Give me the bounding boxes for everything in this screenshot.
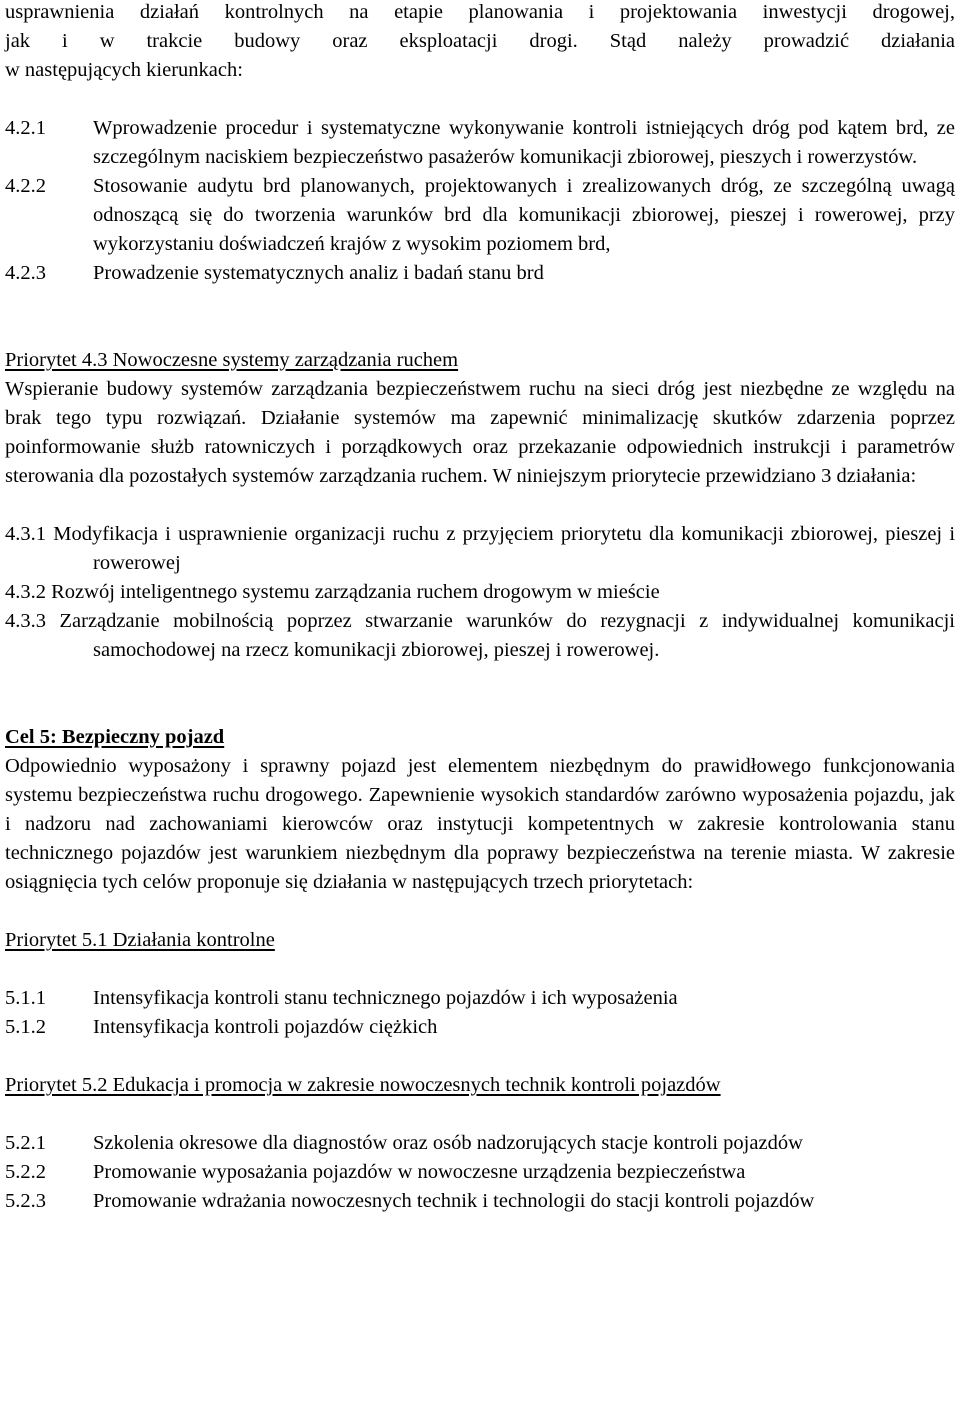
item-text: Modyfikacja i usprawnienie organizacji ruchu z przyjęciem priorytetu dla komunikacji zbiorowej, pieszej i rowerowej bbox=[53, 523, 956, 574]
item-number: 4.2.2 bbox=[5, 175, 46, 197]
list-item-4-2-3 bbox=[5, 259, 955, 288]
item-number: 5.2.3 bbox=[5, 1190, 46, 1212]
priority-4-3-heading: Priorytet 4.3 Nowoczesne systemy zarządzania ruchem bbox=[5, 349, 459, 371]
goal-5-paragraph: Odpowiednio wyposażony i sprawny pojazd jest elementem niezbędnym do prawidłowego funkcjonowania systemu bezpieczeństwa ruchu drogowego. Zapewnienie wysokich standardów zarówno wyposażenia pojazdu, jak i nadzoru nad zachowaniami kierowców oraz instytucji kompetentnych w zakresie kontrolowania stanu technicznego pojazdów jest warunkiem niezbędnym dla poprawy bezpieczeństwa na terenie miasta. W zakresie osiągnięcia tych celów proponuje się działania w następujących trzech priorytetach: bbox=[5, 755, 955, 893]
list-item-4-3-3 bbox=[5, 607, 955, 665]
intro-line-3: w następujących kierunkach: bbox=[5, 59, 243, 81]
item-text: Stosowanie audytu brd planowanych, projektowanych i zrealizowanych dróg, ze szczególną uwagą odnoszącą się do tworzenia warunków brd dla komunikacji zbiorowej, pieszej i rowerowej, przy wykorzystaniu doświadczeń krajów z wysokim poziomem brd, bbox=[93, 175, 955, 255]
item-number: 5.2.2 bbox=[5, 1161, 46, 1183]
list-item-5-2-1 bbox=[5, 1129, 955, 1158]
item-text: Promowanie wyposażania pojazdów w nowoczesne urządzenia bezpieczeństwa bbox=[93, 1161, 746, 1183]
priority-4-3-paragraph: Wspieranie budowy systemów zarządzania bezpieczeństwem ruchu na sieci dróg jest niezbędne ze względu na brak tego typu rozwiązań. Działanie systemów ma zapewnić minimalizację skutków zdarzenia poprzez poinformowanie służb ratowniczych i porządkowych oraz przekazanie odpowiednich instrukcji i parametrów sterowania dla pozostałych systemów zarządzania ruchem. W niniejszym priorytecie przewidziano 3 działania: bbox=[5, 378, 955, 487]
goal-5-heading: Cel 5: Bezpieczny pojazd bbox=[5, 726, 225, 748]
item-number: 4.3.3 bbox=[5, 610, 46, 632]
document-page bbox=[5, 0, 955, 1216]
item-text: Promowanie wdrażania nowoczesnych technik i technologii do stacji kontroli pojazdów bbox=[93, 1190, 815, 1212]
list-item-4-2-1 bbox=[5, 114, 955, 172]
list-item-4-3-1 bbox=[5, 520, 955, 578]
item-number: 4.3.2 bbox=[5, 581, 46, 603]
list-item-4-3-2 bbox=[5, 578, 955, 607]
item-number: 4.2.1 bbox=[5, 117, 46, 139]
intro-line-2: jak i w trakcie budowy oraz eksploatacji drogi. Stąd należy prowadzić działania bbox=[5, 30, 955, 52]
item-text: Rozwój inteligentnego systemu zarządzania ruchem drogowym w mieście bbox=[51, 581, 660, 603]
item-text: Intensyfikacja kontroli stanu technicznego pojazdów i ich wyposażenia bbox=[93, 987, 678, 1009]
item-number: 5.1.2 bbox=[5, 1016, 46, 1038]
list-item-5-2-3 bbox=[5, 1187, 955, 1216]
item-number: 4.2.3 bbox=[5, 262, 46, 284]
item-text: Zarządzanie mobilnością poprzez stwarzanie warunków do rezygnacji z indywidualnej komunikacji samochodowej na rzecz komunikacji zbiorowej, pieszej i rowerowej. bbox=[59, 610, 955, 661]
priority-5-2-heading: Priorytet 5.2 Edukacja i promocja w zakresie nowoczesnych technik kontroli pojazdów bbox=[5, 1074, 721, 1096]
item-number: 5.1.1 bbox=[5, 987, 46, 1009]
list-item-5-2-2 bbox=[5, 1158, 955, 1187]
item-text: Prowadzenie systematycznych analiz i badań stanu brd bbox=[93, 262, 544, 284]
priority-5-1-heading: Priorytet 5.1 Działania kontrolne bbox=[5, 929, 275, 951]
list-item-5-1-1 bbox=[5, 984, 955, 1013]
item-number: 5.2.1 bbox=[5, 1132, 46, 1154]
list-item-5-1-2 bbox=[5, 1013, 955, 1042]
intro-line-1: usprawnienia działań kontrolnych na etapie planowania i projektowania inwestycji drogowej, bbox=[5, 1, 955, 23]
list-item-4-2-2 bbox=[5, 172, 955, 259]
item-text: Szkolenia okresowe dla diagnostów oraz osób nadzorujących stacje kontroli pojazdów bbox=[93, 1132, 803, 1154]
item-text: Intensyfikacja kontroli pojazdów ciężkich bbox=[93, 1016, 438, 1038]
item-number: 4.3.1 bbox=[5, 523, 46, 545]
item-text: Wprowadzenie procedur i systematyczne wykonywanie kontroli istniejących dróg pod kątem brd, ze szczególnym naciskiem bezpieczeństwo pasażerów komunikacji zbiorowej, pieszych i rowerzystów. bbox=[93, 117, 955, 168]
